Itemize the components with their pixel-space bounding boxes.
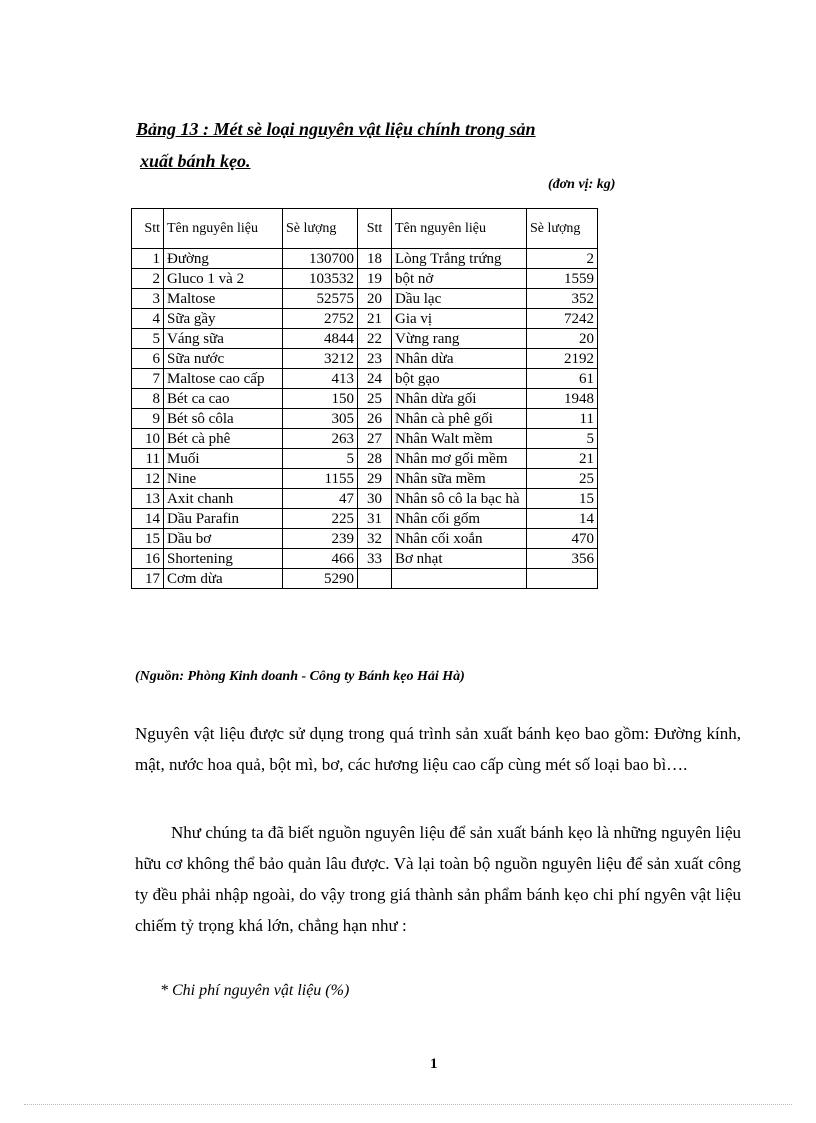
- materials-table: [131, 208, 598, 589]
- cell-stt-2: 19: [358, 269, 392, 289]
- cell-name: Dầu Parafin: [164, 509, 283, 529]
- cell-name-2: Nhân cà phê gối: [392, 409, 527, 429]
- table-row: [132, 289, 598, 309]
- table-row: [132, 569, 598, 589]
- header-qty-2: Sè lượng: [527, 209, 598, 249]
- table-row: [132, 329, 598, 349]
- cell-name: Axit chanh: [164, 489, 283, 509]
- cell-qty: 239: [283, 529, 358, 549]
- cell-stt: 11: [132, 449, 164, 469]
- cell-qty: 466: [283, 549, 358, 569]
- cell-qty: 103532: [283, 269, 358, 289]
- cell-qty: 413: [283, 369, 358, 389]
- cell-name: Nine: [164, 469, 283, 489]
- cell-stt: 4: [132, 309, 164, 329]
- cell-qty: 225: [283, 509, 358, 529]
- cell-name: Shortening: [164, 549, 283, 569]
- cell-name-2: Nhân cối xoắn: [392, 529, 527, 549]
- paragraph-2: Như chúng ta đã biết nguồn nguyên liệu để sản xuất bánh kẹo là những nguyên liệu hữu cơ không thể bảo quản lâu được. Và lại toàn bộ nguồn nguyên liệu để sản xuất công ty đều phải nhập ngoài, do vậy trong giá thành sản phẩm bánh kẹo chi phí ngyên vật liệu chiếm tỷ trọng khá lớn, chẳng hạn như :: [135, 823, 741, 935]
- cell-stt-2: 33: [358, 549, 392, 569]
- cell-stt-2: 26: [358, 409, 392, 429]
- cell-name-2: Gia vị: [392, 309, 527, 329]
- cell-qty-2: 352: [527, 289, 598, 309]
- cell-qty-2: 7242: [527, 309, 598, 329]
- cell-name: Maltose cao cấp: [164, 369, 283, 389]
- cell-qty-2: 2: [527, 249, 598, 269]
- table-row: [132, 349, 598, 369]
- page-number: 1: [430, 1056, 438, 1072]
- cell-stt: 12: [132, 469, 164, 489]
- cell-stt-2: 28: [358, 449, 392, 469]
- table-row: [132, 369, 598, 389]
- cell-name: Bét ca cao: [164, 389, 283, 409]
- cell-stt: 3: [132, 289, 164, 309]
- table-title-line1: Bảng 13 : Mét sè loại nguyên vật liệu chính trong sản: [136, 119, 536, 139]
- cell-stt: 1: [132, 249, 164, 269]
- cell-stt: 9: [132, 409, 164, 429]
- cell-qty: 150: [283, 389, 358, 409]
- header-name-2: Tên nguyên liệu: [392, 209, 527, 249]
- cell-name-2: Nhân mơ gối mềm: [392, 449, 527, 469]
- cell-name-2: Nhân sô cô la bạc hà: [392, 489, 527, 509]
- cell-qty-2: 15: [527, 489, 598, 509]
- table-row: [132, 409, 598, 429]
- cell-stt-2: 25: [358, 389, 392, 409]
- cell-stt-2: 27: [358, 429, 392, 449]
- cell-name-2: Dầu lạc: [392, 289, 527, 309]
- page-bottom-divider: [24, 1104, 792, 1105]
- table-row: [132, 529, 598, 549]
- table-title: [136, 113, 656, 177]
- cell-qty: 47: [283, 489, 358, 509]
- table-row: [132, 509, 598, 529]
- cell-name: Muối: [164, 449, 283, 469]
- cell-stt: 16: [132, 549, 164, 569]
- table-header-row: [132, 209, 598, 249]
- cell-stt-2: 23: [358, 349, 392, 369]
- cell-stt-2: [358, 569, 392, 589]
- cell-qty: 52575: [283, 289, 358, 309]
- cell-qty-2: 1559: [527, 269, 598, 289]
- cell-stt-2: 29: [358, 469, 392, 489]
- cell-stt: 5: [132, 329, 164, 349]
- cell-qty: 4844: [283, 329, 358, 349]
- cell-qty: 263: [283, 429, 358, 449]
- cell-stt-2: 30: [358, 489, 392, 509]
- cell-stt-2: 32: [358, 529, 392, 549]
- table-row: [132, 449, 598, 469]
- cell-name-2: [392, 569, 527, 589]
- cell-stt-2: 20: [358, 289, 392, 309]
- cell-qty-2: 14: [527, 509, 598, 529]
- table-source: (Nguồn: Phòng Kinh doanh - Công ty Bánh kẹo Hải Hà): [135, 669, 465, 684]
- cell-name: Sữa gầy: [164, 309, 283, 329]
- cost-subheading: * Chi phí nguyên vật liệu (%): [160, 982, 350, 999]
- cell-stt-2: 21: [358, 309, 392, 329]
- cell-qty-2: 470: [527, 529, 598, 549]
- table-row: [132, 389, 598, 409]
- cell-stt-2: 24: [358, 369, 392, 389]
- cell-name-2: bột gạo: [392, 369, 527, 389]
- cell-stt-2: 31: [358, 509, 392, 529]
- unit-note: (đơn vị: kg): [548, 177, 616, 192]
- table-row: [132, 469, 598, 489]
- table-row: [132, 549, 598, 569]
- cell-name-2: Nhân cối gốm: [392, 509, 527, 529]
- cell-name-2: bột nở: [392, 269, 527, 289]
- cell-stt: 14: [132, 509, 164, 529]
- cell-name: Đường: [164, 249, 283, 269]
- header-name: Tên nguyên liệu: [164, 209, 283, 249]
- paragraph-1: Nguyên vật liệu được sử dụng trong quá trình sản xuất bánh kẹo bao gồm: Đường kính, mật, nước hoa quả, bột mì, bơ, các hương liệu cao cấp cùng mét số loại bao bì….: [135, 724, 741, 774]
- cell-name: Bét sô côla: [164, 409, 283, 429]
- cell-qty-2: 25: [527, 469, 598, 489]
- table-row: [132, 309, 598, 329]
- cell-stt: 15: [132, 529, 164, 549]
- cell-qty-2: 2192: [527, 349, 598, 369]
- cell-stt: 6: [132, 349, 164, 369]
- cell-name: Dầu bơ: [164, 529, 283, 549]
- cell-name-2: Bơ nhạt: [392, 549, 527, 569]
- cell-qty: 2752: [283, 309, 358, 329]
- cell-name: Váng sữa: [164, 329, 283, 349]
- cell-name-2: Nhân dừa gối: [392, 389, 527, 409]
- cell-qty-2: 1948: [527, 389, 598, 409]
- cell-name: Gluco 1 và 2: [164, 269, 283, 289]
- cell-stt-2: 22: [358, 329, 392, 349]
- cell-name-2: Nhân sữa mềm: [392, 469, 527, 489]
- cell-qty: 130700: [283, 249, 358, 269]
- cell-stt: 13: [132, 489, 164, 509]
- cell-stt: 8: [132, 389, 164, 409]
- cell-stt: 7: [132, 369, 164, 389]
- cell-name-2: Vừng rang: [392, 329, 527, 349]
- cell-stt-2: 18: [358, 249, 392, 269]
- cell-name-2: Lòng Trắng trứng: [392, 249, 527, 269]
- cell-name: Cơm dừa: [164, 569, 283, 589]
- cell-name: Bét cà phê: [164, 429, 283, 449]
- header-stt: Stt: [132, 209, 164, 249]
- cell-stt: 10: [132, 429, 164, 449]
- table-row: [132, 269, 598, 289]
- cell-qty-2: 21: [527, 449, 598, 469]
- cell-name-2: Nhân Walt mềm: [392, 429, 527, 449]
- cell-qty: 5: [283, 449, 358, 469]
- cell-qty-2: 61: [527, 369, 598, 389]
- cell-name-2: Nhân dừa: [392, 349, 527, 369]
- header-qty: Sè lượng: [283, 209, 358, 249]
- cell-qty-2: 356: [527, 549, 598, 569]
- table-row: [132, 429, 598, 449]
- cell-qty-2: 20: [527, 329, 598, 349]
- table-title-line2: xuất bánh kẹo.: [140, 151, 251, 171]
- cell-qty-2: [527, 569, 598, 589]
- cell-stt: 17: [132, 569, 164, 589]
- cell-stt: 2: [132, 269, 164, 289]
- cell-name: Sữa nước: [164, 349, 283, 369]
- cell-qty-2: 11: [527, 409, 598, 429]
- cell-qty-2: 5: [527, 429, 598, 449]
- table-row: [132, 489, 598, 509]
- cell-qty: 1155: [283, 469, 358, 489]
- cell-name: Maltose: [164, 289, 283, 309]
- cell-qty: 305: [283, 409, 358, 429]
- header-stt-2: Stt: [358, 209, 392, 249]
- table-row: [132, 249, 598, 269]
- cell-qty: 3212: [283, 349, 358, 369]
- cell-qty: 5290: [283, 569, 358, 589]
